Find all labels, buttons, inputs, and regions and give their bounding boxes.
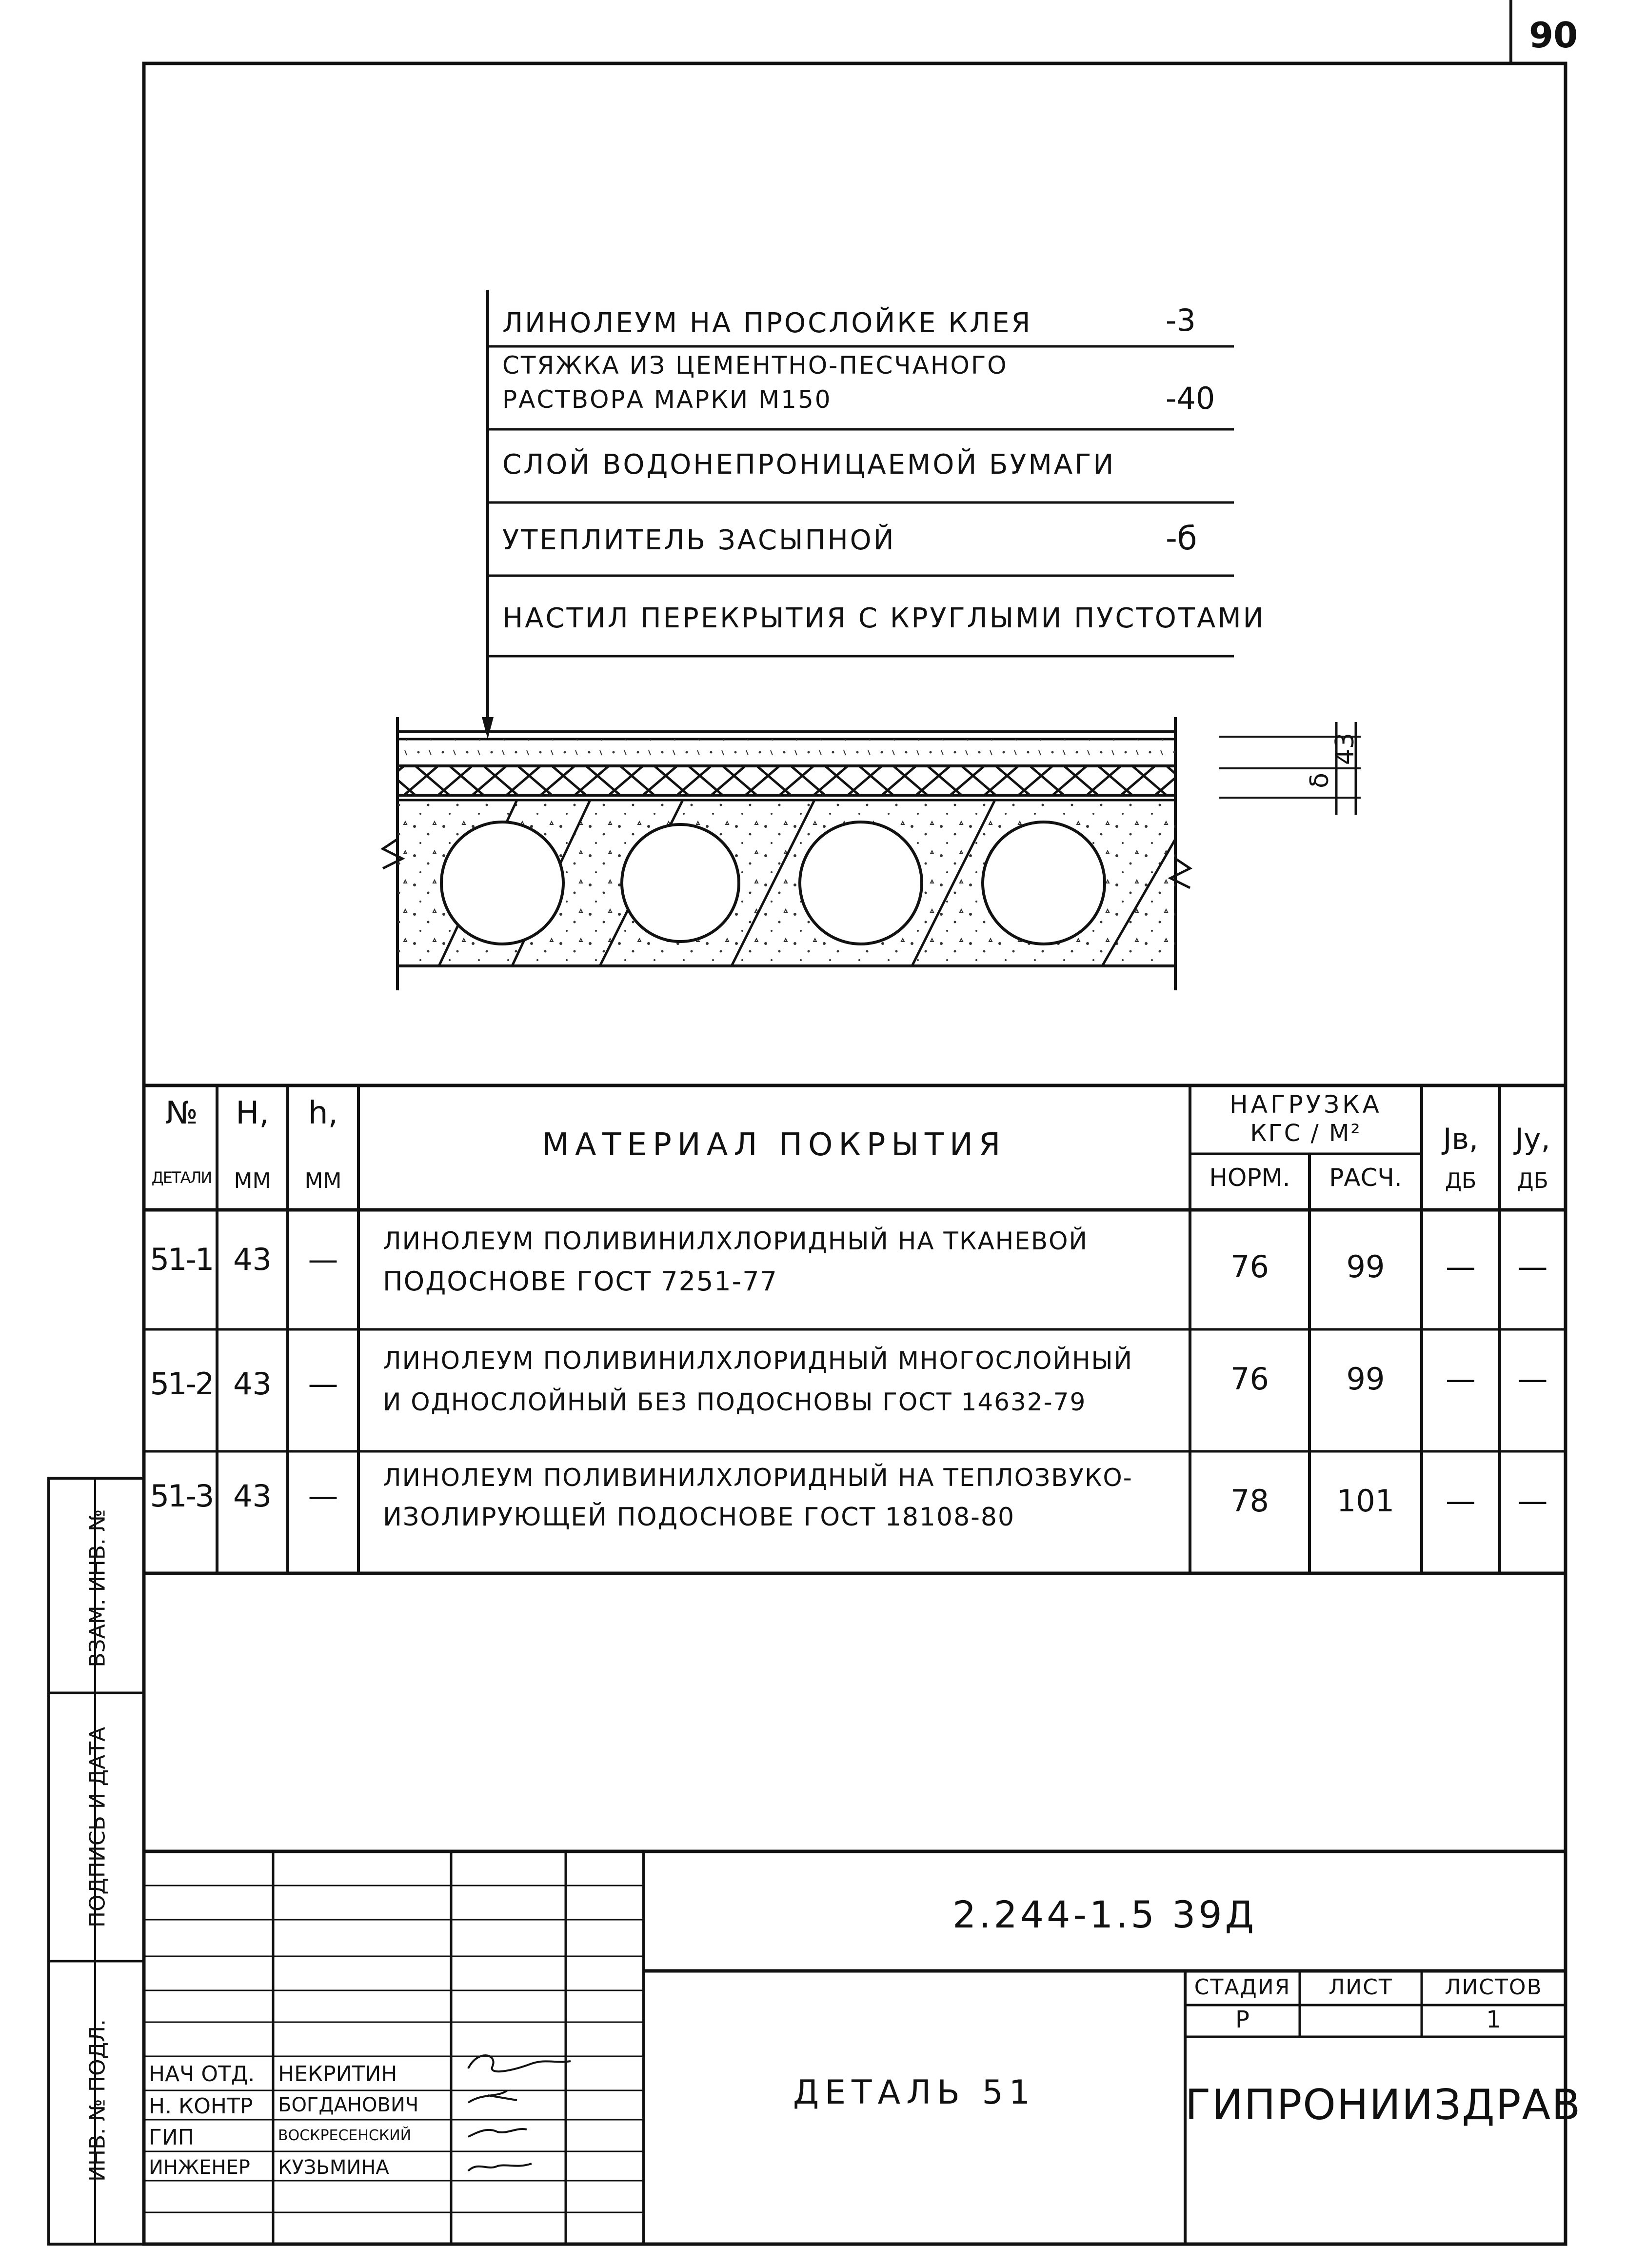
cell-jy: —	[1517, 1361, 1548, 1397]
cell-calc: 99	[1346, 1249, 1385, 1285]
floor-section	[383, 717, 1361, 990]
th-material: МАТЕРИАЛ ПОКРЫТИЯ	[542, 1127, 1007, 1163]
th-jv: Jв,	[1443, 1122, 1479, 1156]
th-jy: Jу,	[1515, 1122, 1550, 1156]
staff-role: НАЧ ОТД.	[149, 2062, 255, 2087]
void-circle	[800, 822, 922, 944]
staff-role: ГИП	[149, 2125, 194, 2150]
th-h: h,	[308, 1095, 338, 1131]
side-stamp-podpis: ПОДПИСЬ И ДАТА	[85, 1726, 110, 1928]
th-load-unit: КГС / М²	[1250, 1120, 1362, 1147]
staff-name: БОГДАНОВИЧ	[278, 2094, 419, 2116]
layer-2-name-line2: РАСТВОРА МАРКИ М150	[502, 385, 832, 414]
void-circle	[983, 822, 1105, 944]
dim-delta: δ	[1305, 773, 1334, 788]
layer-5-name: НАСТИЛ ПЕРЕКРЫТИЯ С КРУГЛЫМИ ПУСТОТАМИ	[502, 602, 1266, 634]
cell-norm: 76	[1230, 1249, 1269, 1285]
layer-2-thickness: -40	[1166, 381, 1215, 416]
staff-role: ИНЖЕНЕР	[149, 2156, 250, 2179]
layer-4-name: УТЕПЛИТЕЛЬ ЗАСЫПНОЙ	[502, 524, 896, 556]
cell-h: —	[308, 1478, 338, 1514]
th-H: H,	[236, 1095, 269, 1131]
cell-material-line2: ПОДОСНОВЕ ГОСТ 7251-77	[383, 1266, 778, 1297]
staff-name: КУЗЬМИНА	[278, 2156, 389, 2179]
org-name: ГИПРОНИИЗДРАВ	[1185, 2081, 1582, 2129]
cell-norm: 76	[1230, 1361, 1269, 1397]
layer-1-name: ЛИНОЛЕУМ НА ПРОСЛОЙКЕ КЛЕЯ	[502, 307, 1032, 339]
sheets-header: ЛИСТОВ	[1445, 1975, 1543, 2000]
drawing-title: ДЕТАЛЬ 51	[793, 2073, 1036, 2112]
cell-material-line2: ИЗОЛИРУЮЩЕЙ ПОДОСНОВЕ ГОСТ 18108-80	[383, 1503, 1015, 1532]
sheet-header: ЛИСТ	[1329, 1975, 1393, 2000]
cell-jv: —	[1446, 1361, 1476, 1397]
cell-jy: —	[1517, 1249, 1548, 1285]
stage-value: Р	[1235, 2006, 1249, 2033]
cell-H: 43	[233, 1366, 272, 1402]
signatures	[468, 2055, 571, 2171]
page-number: 90	[1529, 15, 1578, 56]
th-norm: НОРМ.	[1209, 1164, 1290, 1192]
th-jy-sub: ДБ	[1517, 1168, 1548, 1193]
cell-jv: —	[1446, 1249, 1476, 1285]
th-calc: РАСЧ.	[1329, 1164, 1402, 1192]
cell-material-line1: ЛИНОЛЕУМ ПОЛИВИНИЛХЛОРИДНЫЙ НА ТКАНЕВОЙ	[383, 1227, 1088, 1255]
cell-h: —	[308, 1366, 338, 1402]
stage-header: СТАДИЯ	[1194, 1975, 1291, 2000]
cell-h: —	[308, 1242, 338, 1277]
cell-material-line1: ЛИНОЛЕУМ ПОЛИВИНИЛХЛОРИДНЫЙ МНОГОСЛОЙНЫЙ	[383, 1346, 1133, 1375]
cell-calc: 99	[1346, 1361, 1385, 1397]
side-stamp-inv-podl: ИНВ. № ПОДЛ.	[85, 2019, 110, 2182]
cell-norm: 78	[1230, 1483, 1269, 1519]
dim-43: 43	[1330, 732, 1360, 765]
side-stamp-vzam: ВЗАМ. ИНВ. №	[85, 1509, 110, 1667]
cell-no: 51-2	[150, 1366, 213, 1402]
sheets-value: 1	[1486, 2006, 1501, 2033]
cell-H: 43	[233, 1478, 272, 1514]
cell-no: 51-1	[150, 1242, 213, 1277]
cell-H: 43	[233, 1242, 272, 1277]
th-no: №	[165, 1095, 198, 1131]
th-load: НАГРУЗКА	[1229, 1090, 1382, 1119]
th-h-sub: ММ	[304, 1168, 342, 1193]
staff-name: ВОСКРЕСЕНСКИЙ	[278, 2127, 412, 2144]
cell-material-line2: И ОДНОСЛОЙНЫЙ БЕЗ ПОДОСНОВЫ ГОСТ 14632-79	[383, 1388, 1087, 1416]
void-circle	[622, 824, 739, 942]
th-no-sub: ДЕТАЛИ	[151, 1168, 212, 1187]
cell-material-line1: ЛИНОЛЕУМ ПОЛИВИНИЛХЛОРИДНЫЙ НА ТЕПЛОЗВУКО-	[383, 1464, 1133, 1492]
doc-code: 2.244-1.5 39Д	[952, 1893, 1257, 1936]
layer-2-name-line1: СТЯЖКА ИЗ ЦЕМЕНТНО-ПЕСЧАНОГО	[502, 351, 1008, 380]
layer-1-thickness: -3	[1166, 302, 1196, 338]
staff-name: НЕКРИТИН	[278, 2062, 397, 2087]
cell-no: 51-3	[150, 1478, 213, 1514]
layer-3-name: СЛОЙ ВОДОНЕПРОНИЦАЕМОЙ БУМАГИ	[502, 449, 1116, 481]
leader-arrow	[482, 717, 494, 739]
th-H-sub: ММ	[234, 1168, 271, 1193]
void-circle	[441, 822, 563, 944]
cell-jv: —	[1446, 1483, 1476, 1519]
th-jv-sub: ДБ	[1445, 1168, 1477, 1193]
cell-calc: 101	[1336, 1483, 1395, 1519]
layer-4-thickness: -б	[1166, 520, 1197, 557]
staff-role: Н. КОНТР	[149, 2094, 253, 2119]
cell-jy: —	[1517, 1483, 1548, 1519]
